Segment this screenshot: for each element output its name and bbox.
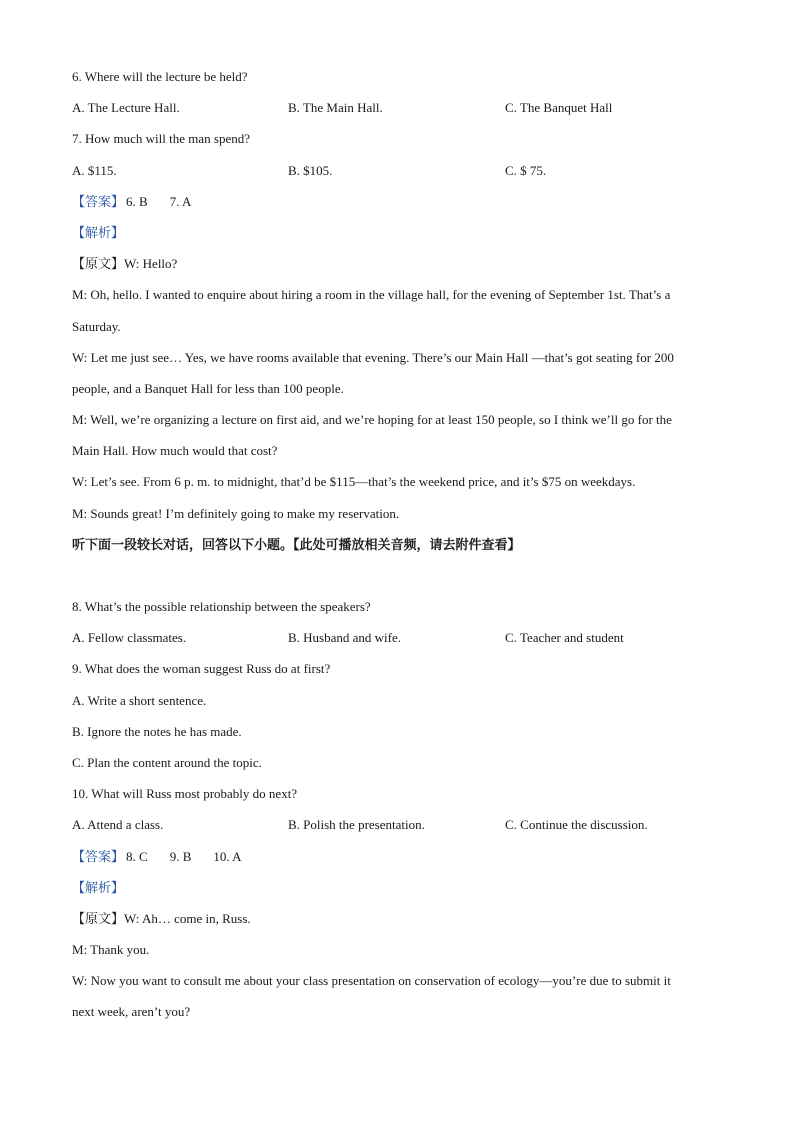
transcript-line: W: Let’s see. From 6 p. m. to midnight, that’d be $115—that’s the weekend price, and it’s $75 on weekdays.: [72, 474, 636, 490]
answer-item: 10. A: [213, 848, 242, 864]
option-a: A. Attend a class.: [72, 817, 164, 833]
option-b: B. The Main Hall.: [288, 100, 383, 116]
transcript-label: 【原文】: [72, 911, 125, 927]
option-a: A. Fellow classmates.: [72, 630, 187, 646]
transcript-line: people, and a Banquet Hall for less than 100 people.: [72, 380, 344, 396]
option-c: C. Continue the discussion.: [505, 817, 648, 833]
analysis-row-2: [72, 872, 724, 903]
answer-item: 6. B: [126, 193, 148, 209]
transcript-start-1: [72, 248, 724, 279]
transcript-line: next week, aren’t you?: [72, 1004, 191, 1020]
document-page: [72, 61, 724, 1028]
transcript-line: M: Oh, hello. I wanted to enquire about hiring a room in the village hall, for the evening of September 1st. That’s a: [72, 287, 671, 303]
answer-label: 【答案】: [72, 194, 125, 210]
transcript-line: M: Sounds great! I’m definitely going to make my reservation.: [72, 505, 400, 521]
question-6-options: [72, 92, 724, 123]
analysis-row-1: [72, 217, 724, 248]
option-c: C. Teacher and student: [505, 630, 624, 646]
option-c: C. Plan the content around the topic.: [72, 754, 262, 770]
option-a: A. $115.: [72, 162, 117, 178]
transcript-line: W: Ah… come in, Russ.: [124, 910, 251, 926]
answer-item: 7. A: [169, 193, 192, 209]
answer-item: 9. B: [169, 848, 192, 864]
answer-item: 8. C: [126, 848, 148, 864]
answer-row-2: [72, 841, 724, 872]
option-b: B. Ignore the notes he has made.: [72, 723, 242, 739]
transcript-line: Saturday.: [72, 318, 121, 334]
question-7-options: [72, 155, 724, 186]
analysis-label: 【解析】: [72, 880, 125, 896]
transcript-label: 【原文】: [72, 257, 125, 273]
question-8: 8. What’s the possible relationship between the speakers?: [72, 599, 371, 614]
option-c: C. The Banquet Hall: [505, 100, 613, 116]
option-c: C. $ 75.: [505, 162, 547, 178]
transcript-line: W: Let me just see… Yes, we have rooms available that evening. There’s our Main Hall —that’s got seating for 200: [72, 349, 674, 365]
option-a: A. The Lecture Hall.: [72, 100, 180, 116]
listening-instruction: 听下面一段较长对话，回答以下小题。【此处可播放相关音频，请去附件查看】: [72, 537, 521, 553]
question-10: 10. What will Russ most probably do next?: [72, 786, 298, 802]
transcript-start-2: [72, 903, 724, 934]
answer-row-1: [72, 186, 724, 217]
transcript-line: M: Well, we’re organizing a lecture on first aid, and we’re hoping for at least 150 people, so I think we’ll go for the: [72, 412, 672, 428]
option-b: B. Polish the presentation.: [288, 817, 425, 833]
question-8-options: [72, 622, 724, 653]
transcript-line: W: Hello?: [124, 256, 178, 272]
option-b: B. $105.: [288, 162, 333, 178]
question-7: 7. How much will the man spend?: [72, 131, 250, 147]
question-10-options: [72, 809, 724, 840]
question-6: 6. Where will the lecture be held?: [72, 69, 248, 84]
question-9: 9. What does the woman suggest Russ do at first?: [72, 661, 331, 677]
transcript-line: M: Thank you.: [72, 942, 150, 958]
answer-label: 【答案】: [72, 849, 125, 865]
analysis-label: 【解析】: [72, 225, 125, 241]
transcript-line: W: Now you want to consult me about your class presentation on conservation of ecology—you’re due to submit it: [72, 973, 671, 989]
option-b: B. Husband and wife.: [288, 630, 402, 646]
option-a: A. Write a short sentence.: [72, 692, 207, 708]
transcript-line: Main Hall. How much would that cost?: [72, 443, 278, 459]
instruction-row: [72, 529, 724, 560]
